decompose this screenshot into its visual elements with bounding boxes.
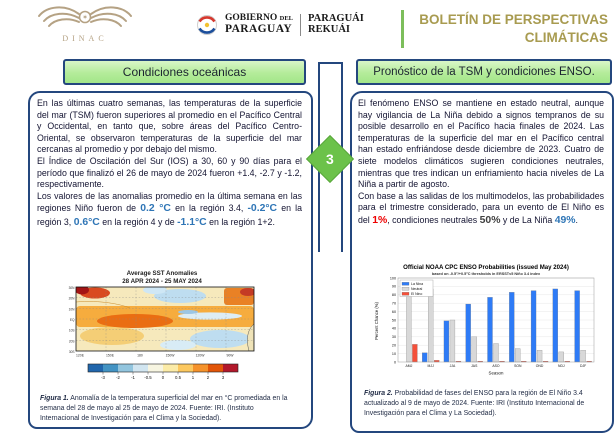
dinac-label: DINAC (62, 34, 108, 43)
svg-text:0: 0 (393, 360, 396, 365)
dinac-wings-icon (35, 5, 135, 31)
svg-text:180: 180 (137, 353, 143, 358)
figure2-enso-chart (371, 261, 601, 390)
paraguay-roundel-icon (196, 14, 218, 36)
gov-wordmark-gn (308, 14, 364, 35)
svg-text:150W: 150W (165, 353, 175, 358)
figure1-sst-map (60, 266, 265, 397)
svg-text:100: 100 (389, 276, 396, 281)
figure1-caption: Figura 1. Anomalía de la temperatura superficial del mar en °C promediada en la semana del 28 de mayo al 25 de mayo de 2024. Fuente: IRI. (Instituto Internacional de Investigación para el Clima y la Sociedad). (40, 395, 288, 422)
svg-text:150E: 150E (106, 353, 114, 358)
svg-text:20S: 20S (68, 339, 75, 344)
svg-text:90W: 90W (226, 353, 234, 358)
svg-text:20N: 20N (68, 296, 75, 301)
svg-text:40: 40 (391, 326, 396, 331)
svg-text:3: 3 (221, 375, 225, 380)
enso-ylabel: Percent Chance (%) (374, 302, 379, 340)
banner-condiciones-oceanicas (63, 59, 306, 85)
paragraph-enso-probabilities: Con base a las salidas de los multimodelos, las probabilidades para el trimestre considerado, para un evento de El Niño es del 1%, condiciones neutrales 50% y de La Niña 49%. (358, 190, 604, 227)
svg-text:10N: 10N (68, 307, 75, 312)
svg-text:DJF: DJF (580, 364, 587, 368)
paragraph-enso-status: El fenómeno ENSO se mantiene en estado neutral, aunque hay vigilancia de La Niña debido a signos tempranos de su posible desarrollo en el Pacífico hacia finales de 2024. Las temperaturas de la superficie del mar en el Pacífico central han estado enfriándose desde diciembre de 2023. Cuatro de siete modelos climáticos sugieren condiciones neutrales, mientras que tres indican un enfriamiento hacia niveles de La Niña a partir de agosto. (358, 98, 604, 190)
svg-text:JJA: JJA (449, 364, 456, 368)
svg-text:10: 10 (391, 351, 396, 356)
page-title (406, 11, 608, 46)
enso-chart-svg (371, 261, 601, 385)
gov-word-paraguay: PARAGUAY (225, 22, 293, 35)
svg-text:1: 1 (191, 375, 195, 380)
title-accent-bar (401, 10, 404, 48)
svg-text:MJJ: MJJ (427, 364, 434, 368)
gov-word-paraguai: PARAGUÁI (308, 13, 364, 25)
svg-text:Neutral: Neutral (411, 287, 423, 292)
svg-text:-3: -3 (101, 375, 105, 380)
map-colorbar (88, 364, 238, 380)
figure2-caption: Figura 2. Probabilidad de fases del ENSO para la región de El Niño 3.4 actualizado al 9 de mayo de 2024. Fuente: IRI (Instituto Internacional de Investigación para el Clima y La Sociedad). (364, 390, 585, 417)
map-subtitle: 28 APR 2024 - 25 MAY 2024 (122, 278, 202, 285)
map-x-axis (76, 354, 234, 358)
connector-top-line (318, 62, 343, 64)
gov-word-rekuai: REKUÁI (308, 24, 351, 35)
svg-text:70: 70 (391, 301, 396, 306)
svg-text:30: 30 (391, 335, 396, 340)
svg-text:10S: 10S (68, 328, 75, 333)
svg-text:60: 60 (391, 309, 396, 314)
svg-text:30S: 30S (68, 350, 75, 355)
ocean-conditions-text (37, 98, 302, 230)
gov-word-gobierno: GOBIERNO (225, 13, 278, 24)
svg-text:-1: -1 (131, 375, 135, 380)
svg-text:AMJ: AMJ (405, 364, 413, 368)
svg-text:-0.5: -0.5 (144, 375, 152, 380)
banner-left-label: Condiciones oceánicas (122, 65, 247, 79)
page-title-line1: BOLETÍN DE PERSPECTIVAS (419, 12, 608, 27)
step-diamond (306, 135, 354, 183)
svg-text:120E: 120E (76, 353, 84, 358)
enso-forecast-text (358, 98, 604, 228)
svg-text:JAS: JAS (471, 364, 478, 368)
svg-text:-2: -2 (116, 375, 120, 380)
svg-text:2: 2 (206, 375, 210, 380)
gov-wordmark-es (225, 14, 293, 35)
page-title-line2: CLIMÁTICAS (524, 29, 608, 45)
svg-text:NDJ: NDJ (558, 364, 565, 368)
svg-text:OND: OND (535, 364, 544, 368)
svg-text:20: 20 (391, 343, 396, 348)
svg-text:El Nino: El Nino (411, 292, 423, 297)
enso-chart-title: Official NOAA CPC ENSO Probabilities (issued May 2024) (403, 264, 569, 271)
svg-text:0: 0 (161, 375, 165, 380)
svg-text:EQ: EQ (69, 318, 75, 323)
paragraph-nino-anomalies: Los valores de las anomalias promedio en la última semana en las regiones Niño fueron de 0.2 °C en la región 3.4, -0.2°C en la región 3, 0.6°C en la región 4 y de -1.1°C en la región 1+2. (37, 190, 302, 229)
gov-logo-divider (300, 14, 301, 36)
gobierno-paraguay-logo (196, 14, 364, 36)
svg-text:SON: SON (514, 364, 522, 368)
svg-text:ASO: ASO (492, 364, 500, 368)
banner-pronostico-tsm-enso (356, 59, 612, 85)
svg-text:✶: ✶ (82, 14, 88, 22)
enso-xlabel: Season (488, 370, 504, 376)
svg-text:50: 50 (391, 318, 396, 323)
step-number: 3 (326, 150, 334, 167)
svg-text:120W: 120W (195, 353, 205, 358)
svg-text:30N: 30N (68, 286, 75, 290)
banner-right-label: Pronóstico de la TSM y condiciones ENSO. (373, 66, 595, 78)
map-title: Average SST Anomalies (126, 270, 198, 277)
dinac-logo (30, 5, 140, 43)
paragraph-ios-index: El Índice de Oscilación del Sur (IOS) a 30, 60 y 90 días para el período que finalizó el 26 de mayo de 2024 fueron +1.4, -2.7 y -1.2, respectivamente. (37, 156, 302, 190)
svg-text:La Nina: La Nina (411, 282, 424, 287)
map-y-axis (69, 286, 76, 354)
svg-text:0.5: 0.5 (175, 375, 181, 380)
enso-legend (400, 280, 433, 297)
svg-text:80: 80 (391, 293, 396, 298)
paragraph-sst-summary: En las últimas cuatro semanas, las temperaturas de la superficie del mar (TSM) fueron superiores al promedio en el Pacífico Central y Occidental, en tanto que, sobre áreas del Pacífico Centro-Oriental, se observaron temperaturas de la superficie del mar cercanas al promedio y por debajo del mismo. (37, 98, 302, 155)
gov-word-del: DEL (279, 15, 294, 23)
sst-map-art (75, 286, 256, 352)
enso-chart-subtitle: based on -0.5°/+0.5°C thresholds in ERSSTv5 Niño 3.4 index (431, 272, 541, 276)
sst-map-svg (60, 266, 265, 392)
svg-text:90: 90 (391, 284, 396, 289)
